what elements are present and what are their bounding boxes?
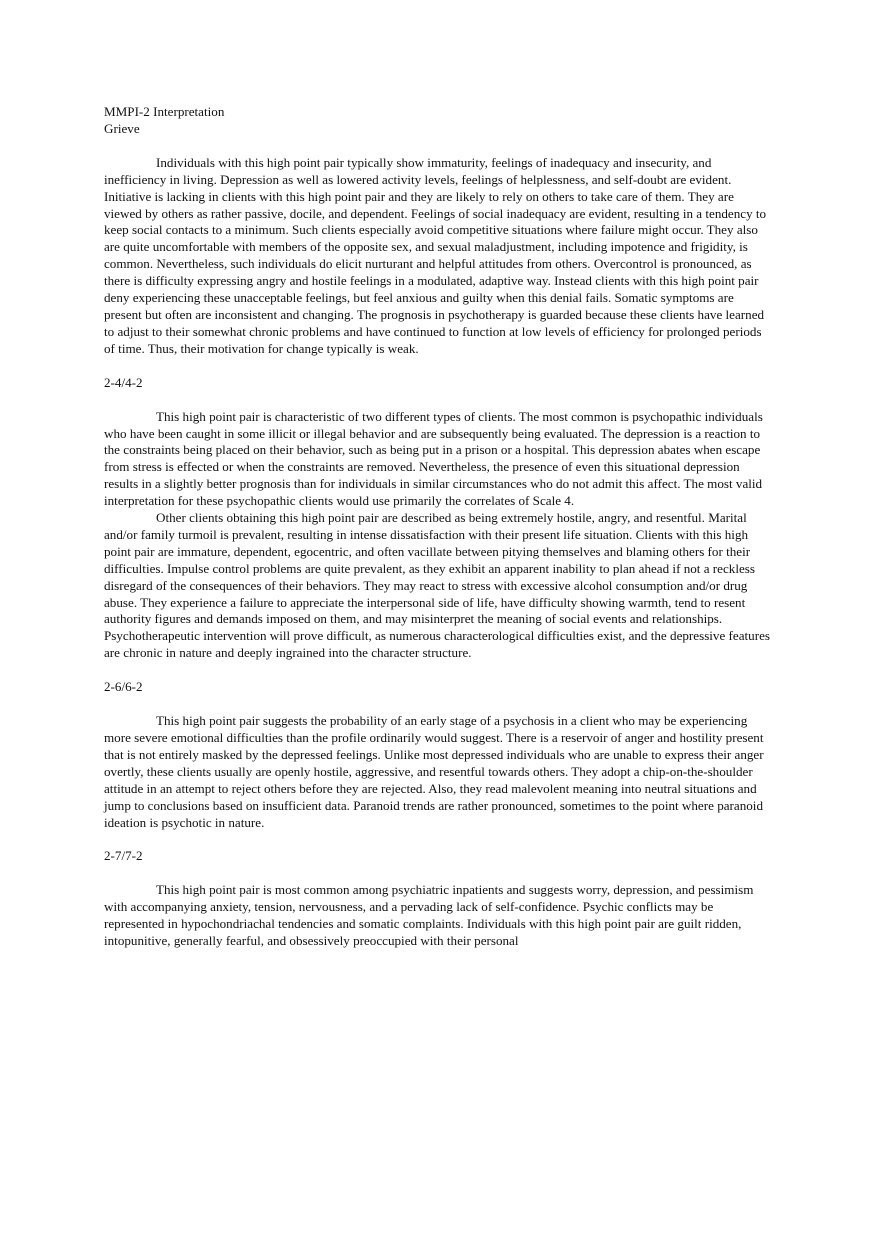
paragraph: Individuals with this high point pair typically show immaturity, feelings of inadequacy and insecurity, and inefficiency in living. Depression as well as lowered activity levels, feelings of helplessness, and self-doubt are evident. Initiative is lacking in clients with this high point pair and they are likely to rely on others to take care of them. They are viewed by others as rather passive, docile, and dependent. Feelings of social inadequacy are evident, resulting in a tendency to keep social contacts to a minimum. Such clients especially avoid competitive situations where failure might occur. They also are quite uncomfortable with members of the opposite sex, and sexual maladjustment, including impotence and frigidity, is common. Nevertheless, such individuals do elicit nurturant and helpful attitudes from others. Overcontrol is pronounced, as there is difficulty expressing angry and hostile feelings in a modulated, adaptive way. Instead clients with this high point pair deny experiencing these unacceptable feelings, but feel anxious and guilty when this denial fails. Somatic symptoms are present but often are inconsistent and changing. The prognosis in psychotherapy is guarded because these clients have learned to adjust to their somewhat chronic problems and have continued to function at low levels of efficiency for prolonged periods of time. Thus, their motivation for change typically is weak.	[104, 154, 767, 356]
paragraph: This high point pair is characteristic of two different types of clients. The most common is psychopathic individuals who have been caught in some illicit or illegal behavior and are subsequently being evaluated. The depression is a reaction to the constraints being placed on their behavior, such as being put in a prison or a hospital. This depression abates when escape from stress is effected or when the constraints are removed. Nevertheless, the presence of even this situational depression results in a slightly better prognosis than for individuals in similar circumstances who do not admit this affect. The most valid interpretation for these psychopathic clients would use primarily the correlates of Scale 4.	[104, 408, 763, 509]
document-page	[104, 104, 772, 950]
section-heading: 2-6/6-2	[104, 679, 143, 695]
document-header	[104, 104, 772, 138]
section-2-4	[104, 375, 772, 663]
section-heading: 2-4/4-2	[104, 374, 143, 390]
section-intro	[104, 155, 772, 358]
section-2-7	[104, 848, 772, 950]
paragraph: Other clients obtaining this high point pair are described as being extremely hostile, angry, and resentful. Marital and/or family turmoil is prevalent, resulting in intense dissatisfaction with their present life situation. Clients with this high point pair are immature, dependent, egocentric, and often vacillate between pitying themselves and blaming others for their difficulties. Impulse control problems are quite prevalent, as they exhibit an apparent inability to plan ahead if not a reckless disregard of the consequences of their behaviors. They may react to stress with excessive alcohol consumption and/or drug abuse. They experience a failure to appreciate the interpersonal side of life, have difficulty showing warmth, tend to resent authority figures and demands imposed on them, and may misinterpret the meaning of social events and relationships. Psychotherapeutic intervention will prove difficult, as numerous characterological difficulties exist, and the depressive features are chronic in nature and deeply ingrained into the character structure.	[104, 510, 770, 661]
paragraph: This high point pair suggests the probability of an early stage of a psychosis in a client who may be experiencing more severe emotional difficulties than the profile ordinarily would suggest. There is a reservoir of anger and hostility present that is not entirely masked by the depressed feelings. Unlike most depressed individuals who are unable to express their anger overtly, these clients usually are openly hostile, aggressive, and resentful towards others. They adopt a chip-on-the-shoulder attitude in an attempt to reject others before they are rejected. Also, they read malevolent meaning into neutral situations and jump to conclusions based on insufficient data. Paranoid trends are rather pronounced, sometimes to the point where paranoid ideation is psychotic in nature.	[104, 713, 764, 830]
section-2-6	[104, 679, 772, 831]
document-title: MMPI-2 Interpretation	[104, 104, 225, 119]
document-author: Grieve	[104, 120, 140, 136]
paragraph: This high point pair is most common among psychiatric inpatients and suggests worry, depression, and pessimism with accompanying anxiety, tension, nervousness, and a pervading lack of self-confidence. Psychic conflicts may be represented in hypochondriachal tendencies and somatic complaints. Individuals with this high point pair are guilt ridden, intopunitive, generally fearful, and obsessively preoccupied with their personal	[104, 882, 754, 949]
section-heading: 2-7/7-2	[104, 848, 143, 864]
